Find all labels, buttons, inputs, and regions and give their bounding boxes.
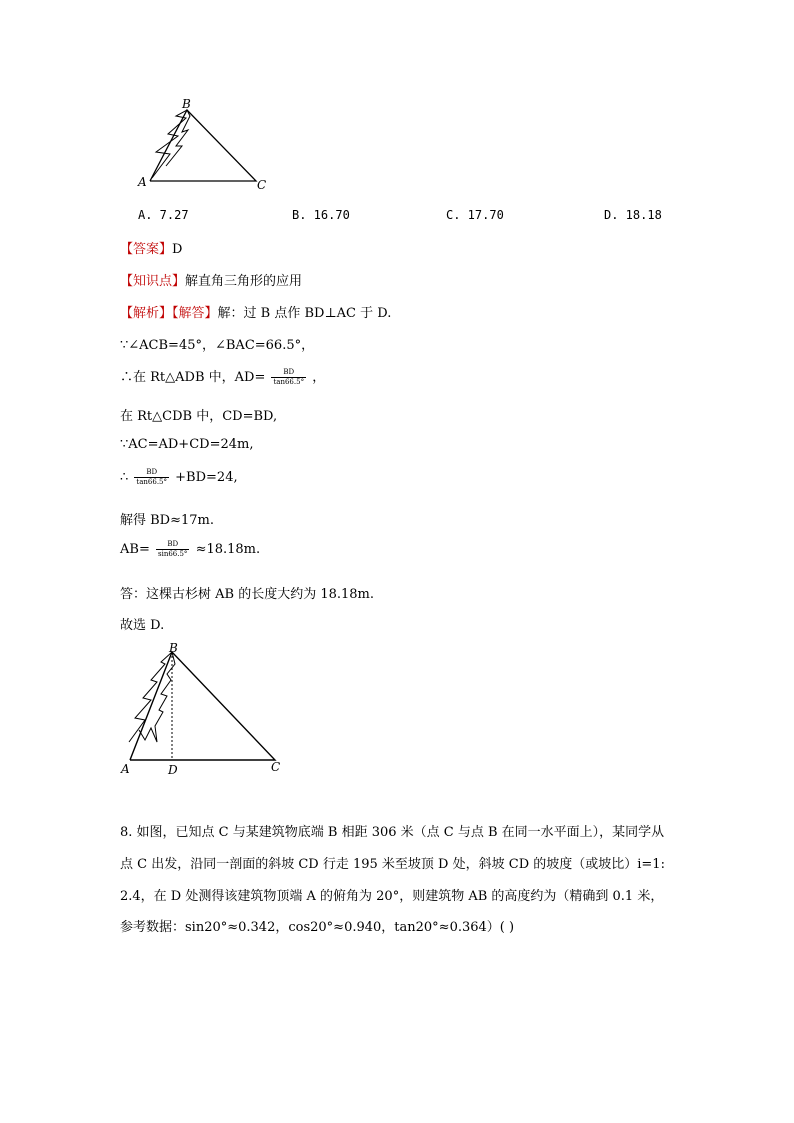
step-1: ∵∠ACB=45°，∠BAC=66.5°， bbox=[120, 338, 315, 353]
step-5-pre: ∴ bbox=[120, 470, 129, 485]
step-7-pre: AB= bbox=[120, 542, 150, 557]
answer-tag: 【答案】 bbox=[120, 242, 173, 257]
fraction-bd-tan-1 bbox=[271, 368, 306, 387]
answer-line bbox=[120, 238, 182, 257]
label-C: C bbox=[271, 760, 281, 774]
option-b[interactable]: B. 16.70 bbox=[292, 208, 350, 222]
question-8-line-4: 参考数据：sin20°≈0.342，cos20°≈0.940，tan20°≈0.364）( ) bbox=[120, 920, 515, 935]
tree-shape bbox=[129, 652, 175, 742]
analysis-value: 解：过 B 点作 BD⊥AC 于 D. bbox=[217, 306, 392, 321]
triangle-outline bbox=[150, 110, 256, 181]
option-d[interactable]: D. 18.18 bbox=[604, 208, 662, 222]
label-D: D bbox=[168, 763, 178, 777]
step-7-post: ≈18.18m. bbox=[195, 542, 261, 557]
step-4: ∵AC=AD+CD=24m, bbox=[120, 437, 254, 452]
label-A: A bbox=[138, 175, 147, 189]
option-c[interactable]: C. 17.70 bbox=[446, 208, 504, 222]
fraction-bd-tan-2 bbox=[134, 468, 169, 487]
step-7 bbox=[120, 540, 260, 559]
fraction-denominator: tan66.5° bbox=[273, 378, 305, 386]
step-3: 在 Rt△CDB 中，CD=BD, bbox=[120, 409, 278, 424]
figure-tree-triangle-1 bbox=[130, 96, 280, 196]
knowledge-value: 解直角三角形的应用 bbox=[185, 274, 303, 289]
option-a[interactable]: A. 7.27 bbox=[138, 208, 189, 222]
label-C: C bbox=[257, 178, 267, 192]
fraction-numerator: BD bbox=[156, 540, 189, 550]
question-8-line-2: 点 C 出发，沿同一剖面的斜坡 CD 行走 195 米至坡顶 D 处，斜坡 CD 的坡度（或坡比）i=1: bbox=[120, 857, 665, 872]
fraction-bd-sin bbox=[156, 540, 189, 559]
question-8-line-3: 2.4，在 D 处测得该建筑物顶端 A 的俯角为 20°，则建筑物 AB 的高度约为（精确到 0.1 米， bbox=[120, 889, 664, 904]
step-2-post: ， bbox=[312, 370, 326, 385]
question-8-line-1: 8. 如图，已知点 C 与某建筑物底端 B 相距 306 米（点 C 与点 B 在同一水平面上），某同学从 bbox=[120, 825, 665, 840]
fraction-numerator: BD bbox=[271, 368, 306, 378]
figure-tree-triangle-2 bbox=[115, 640, 295, 780]
tree-shape bbox=[152, 110, 190, 178]
step-2-pre: ∴在 Rt△ADB 中，AD= bbox=[120, 370, 266, 385]
step-6: 解得 BD≈17m. bbox=[120, 513, 215, 528]
answer-value: D bbox=[172, 242, 183, 257]
triangle-outline bbox=[130, 652, 275, 760]
analysis-tag: 【解析】【解答】 bbox=[120, 306, 218, 321]
knowledge-line bbox=[120, 270, 302, 289]
step-9: 故选 D. bbox=[120, 618, 165, 633]
analysis-line bbox=[120, 302, 391, 321]
step-5-post: +BD=24, bbox=[175, 470, 238, 485]
step-5 bbox=[120, 468, 238, 487]
fraction-denominator: sin66.5° bbox=[157, 550, 188, 558]
fraction-numerator: BD bbox=[134, 468, 169, 478]
knowledge-tag: 【知识点】 bbox=[120, 274, 186, 289]
label-B: B bbox=[169, 641, 178, 655]
label-A: A bbox=[121, 762, 130, 776]
fraction-denominator: tan66.5° bbox=[136, 478, 168, 486]
label-B: B bbox=[182, 97, 191, 111]
step-8: 答：这棵古杉树 AB 的长度大约为 18.18m. bbox=[120, 587, 375, 602]
step-2 bbox=[120, 366, 325, 387]
